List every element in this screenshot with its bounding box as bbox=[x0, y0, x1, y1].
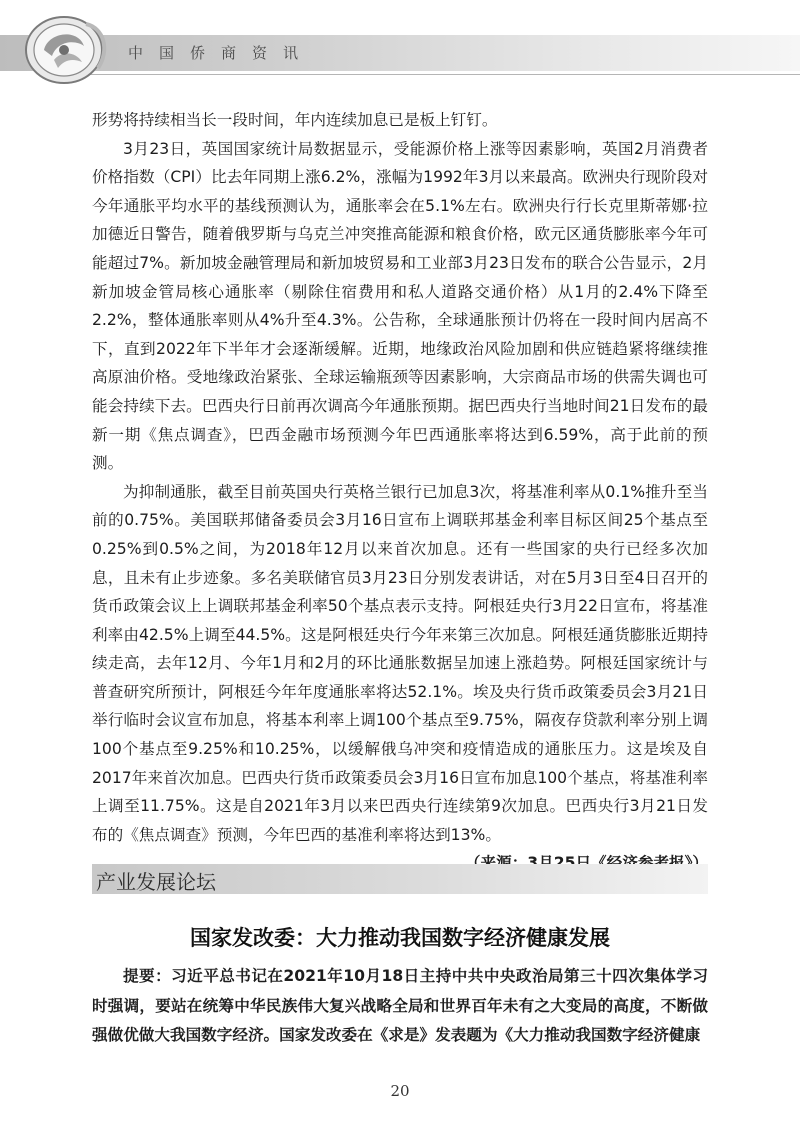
body-paragraph-2: 3月23日，英国国家统计局数据显示，受能源价格上涨等因素影响，英国2月消费者价格指数（CPI）比去年同期上涨6.2%，涨幅为1992年3月以来最高。欧洲央行现阶段对今年通胀平均水平的基线预测认为，通胀率会在5.1%左右。欧洲央行行长克里斯蒂娜·拉加德近日警告，随着俄罗斯与乌克兰冲突推高能源和粮食价格，欧元区通货膨胀率今年可能超过7%。新加坡金融管理局和新加坡贸易和工业部3月23日发布的联合公告显示，2月新加坡金管局核心通胀率（剔除住宿费用和私人道路交通价格）从1月的2.4%下降至2.2%，整体通胀率则从4%升至4.3%。公告称，全球通胀预计仍将在一段时间内居高不下，直到2022年下半年才会逐渐缓解。近期，地缘政治风险加剧和供应链趋紧将继续推高原油价格。受地缘政治紧张、全球运输瓶颈等因素影响，大宗商品市场的供需失调也可能会持续下去。巴西央行日前再次调高今年通胀预期。据巴西央行当地时间21日发布的最新一期《焦点调查》，巴西金融市场预测今年巴西通胀率将达到6.59%，高于此前的预测。 bbox=[92, 139, 708, 473]
logo-emblem-icon bbox=[18, 10, 114, 86]
article-title: 国家发改委：大力推动我国数字经济健康发展 bbox=[190, 926, 610, 950]
header-band bbox=[0, 35, 800, 71]
header-title: 中国侨商资讯 bbox=[128, 44, 315, 62]
abstract-paragraph: 提要：习近平总书记在2021年10月18日主持中共中央政治局第三十四次集体学习时强调，要站在统筹中华民族伟大复兴战略全局和世界百年未有之大变局的高度，不断做强做优做大我国数字经济。国家发改委在《求是》发表题为《大力推动我国数字经济健康 bbox=[92, 967, 708, 1044]
section-title: 产业发展论坛 bbox=[96, 870, 216, 894]
body-paragraph-1: 形势将持续相当长一段时间，年内连续加息已是板上钉钉。 bbox=[92, 111, 498, 129]
article-abstract bbox=[92, 962, 708, 1051]
page-number: 20 bbox=[390, 1082, 410, 1100]
body-content bbox=[92, 106, 708, 878]
body-paragraph-3-text: 为抑制通胀，截至目前英国央行英格兰银行已加息3次，将基准利率从0.1%推升至当前的0.75%。美国联邦储备委员会3月16日宣布上调联邦基金利率目标区间25个基点至0.25%到0.5%之间，为2018年12月以来首次加息。还有一些国家的央行已经多次加息，且未有止步迹象。多名美联储官员3月23日分别发表讲话，对在5月3日至4日召开的货币政策会议上上调联邦基金利率50个基点表示支持。阿根廷央行3月22日宣布，将基准利率由42.5%上调至44.5%。这是阿根廷央行今年来第三次加息。阿根廷通货膨胀近期持续走高，去年12月、今年1月和2月的环比通胀数据呈加速上涨趋势。阿根廷国家统计与普查研究所预计，阿根廷今年年度通胀率将达52.1%。埃及央行货币政策委员会3月21日举行临时会议宣布加息，将基本利率上调100个基点至9.75%，隔夜存贷款利率分别上调100个基点至9.25%和10.25%，以缓解俄乌冲突和疫情造成的通胀压力。这是埃及自2017年来首次加息。巴西央行货币政策委员会3月16日宣布加息100个基点，将基准利率上调至11.75%。这是自2021年3月以来巴西央行连续第9次加息。巴西央行3月21日发布的《焦点调查》预测，今年巴西的基准利率将达到13%。 bbox=[92, 482, 708, 844]
section-header-bar bbox=[92, 864, 708, 894]
body-paragraph-3 bbox=[92, 478, 708, 850]
header-divider bbox=[80, 74, 800, 75]
